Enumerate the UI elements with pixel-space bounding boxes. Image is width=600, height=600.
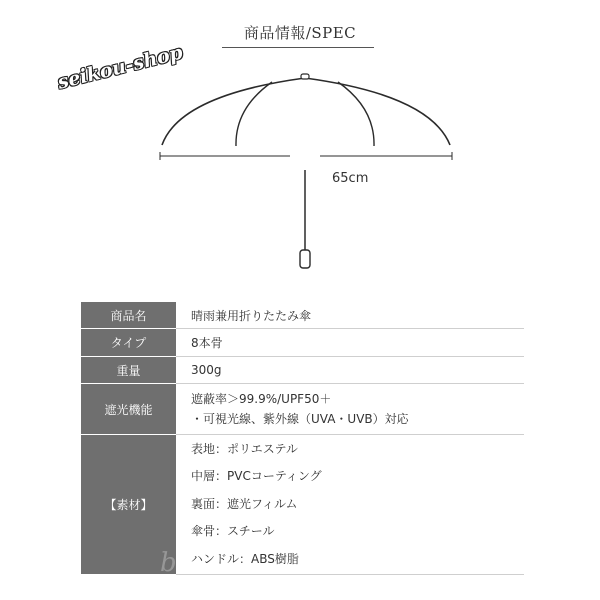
spec-value: 晴雨兼用折りたたみ傘 (176, 302, 524, 329)
umbrella-rib-left (236, 82, 272, 146)
spec-row-weight (81, 357, 524, 384)
spec-table (81, 302, 524, 575)
spec-value-line: ・可視光線、紫外線（UVA・UVB）対応 (191, 412, 409, 426)
material-line: 傘骨：スチール (191, 524, 275, 539)
spec-row-shading (81, 384, 524, 435)
footer-watermark: b (160, 548, 183, 578)
spec-value: 8本骨 (176, 329, 524, 357)
page-title: 商品情報/SPEC (243, 24, 357, 42)
umbrella-rib-right (338, 82, 374, 146)
material-line: 表地：ポリエステル (191, 441, 298, 456)
spec-value-line: 遮蔽率＞99.9%/UPF50＋ (191, 392, 332, 406)
spec-label: 商品名 (81, 302, 176, 329)
dimension-label: 65cm (332, 171, 369, 186)
spec-label: タイプ (81, 329, 176, 357)
spec-value: 300g (176, 357, 524, 384)
title-underline (222, 47, 374, 48)
material-line: 裏面：遮光フィルム (191, 496, 298, 511)
umbrella-canopy (162, 78, 450, 145)
spec-value (176, 384, 524, 435)
umbrella-tip (301, 74, 309, 79)
spec-row-product-name (81, 302, 524, 329)
spec-label: 遮光機能 (81, 384, 176, 435)
spec-row-type (81, 329, 524, 357)
spec-label: 【素材】 (81, 435, 176, 575)
material-line: ハンドル：ABS樹脂 (191, 551, 299, 566)
shop-watermark: seikou-shop (55, 41, 185, 94)
spec-value (176, 435, 524, 575)
umbrella-handle (300, 250, 310, 268)
material-line: 中層：PVCコーティング (191, 469, 322, 484)
spec-label: 重量 (81, 357, 176, 384)
spec-row-material (81, 435, 524, 575)
umbrella-diagram (140, 60, 470, 290)
